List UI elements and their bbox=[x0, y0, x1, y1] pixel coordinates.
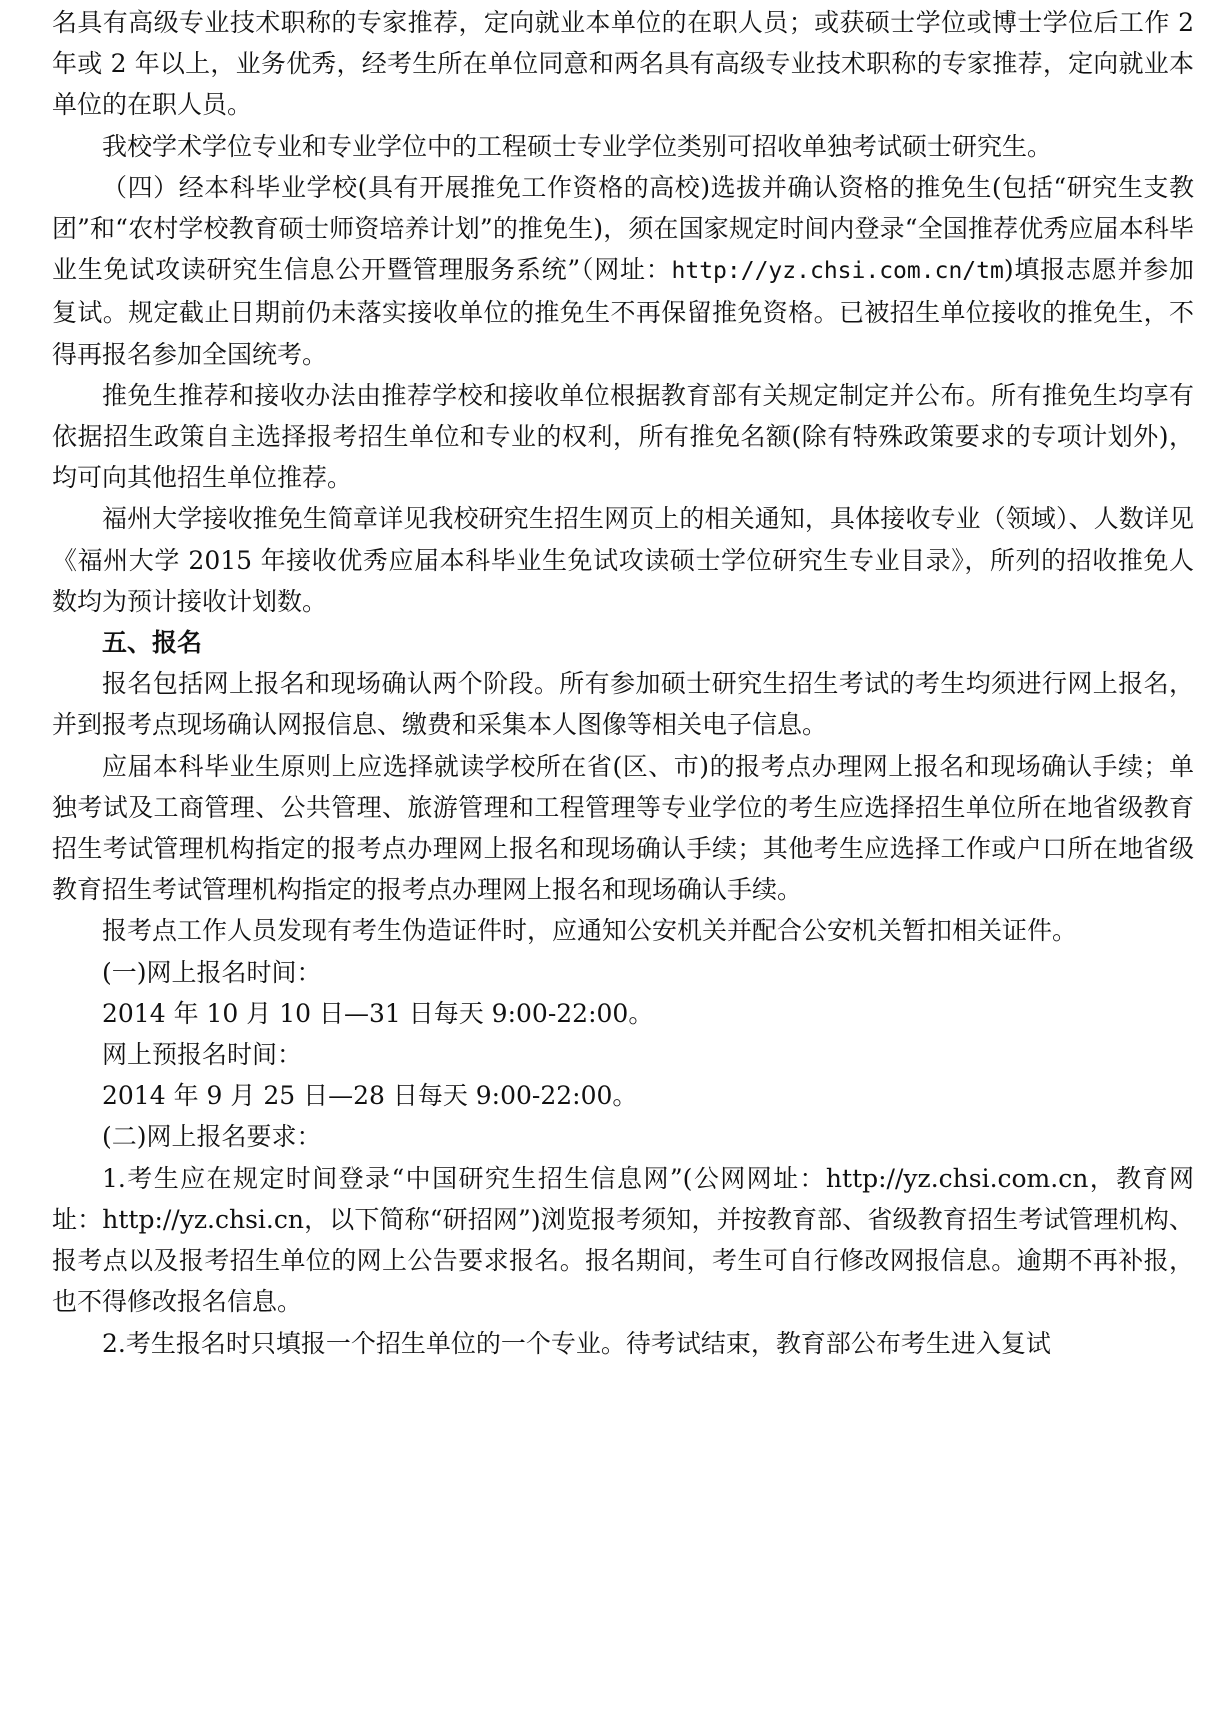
paragraph-fuzhou-university: 福州大学接收推免生简章详见我校研究生招生网页上的相关通知，具体接收专业（领域）、人数详见《福州大学 2015 年接收优秀应届本科毕业生免试攻读硕士学位研究生专业目录》，所列的招收推免人数均为预计接收计划数。 bbox=[52, 504, 1194, 616]
paragraph-continuation: 名具有高级专业技术职称的专家推荐，定向就业本单位的在职人员；或获硕士学位或博士学位后工作 2 年或 2 年以上，业务优秀，经考生所在单位同意和两名具有高级专业技术职称的专家推荐，定向就业本单位的在职人员。 bbox=[52, 8, 1194, 120]
section-heading-registration: 五、报名 bbox=[102, 628, 203, 658]
pre-registration-time-value: 2014 年 9 月 25 日—28 日每天 9:00-22:00。 bbox=[102, 1081, 638, 1111]
subheading-pre-registration: 网上预报名时间： bbox=[102, 1040, 303, 1070]
paragraph-recommended-students-tail: )填报志愿并参加复试。规定截止日期前仍未落实接收单位的推免生不再保留推免资格。已被招生单位接收的推免生，不得再报名参加全国统考。 bbox=[52, 255, 1194, 369]
online-time-value: 2014 年 10 月 10 日—31 日每天 9:00-22:00。 bbox=[102, 998, 654, 1028]
subheading-online-time: (一)网上报名时间： bbox=[102, 957, 322, 987]
paragraph-recommendation-rules: 推免生推荐和接收办法由推荐学校和接收单位根据教育部有关规定制定并公布。所有推免生均享有依据招生政策自主选择报考招生单位和专业的权利，所有推免名额(除有特殊政策要求的专项计划外)，均可向其他招生单位推荐。 bbox=[52, 380, 1194, 493]
paragraph-forged-documents: 报考点工作人员发现有考生伪造证件时，应通知公安机关并配合公安机关暂扣相关证件。 bbox=[102, 916, 1078, 946]
paragraph-single-exam: 我校学术学位专业和专业学位中的工程硕士专业学位类别可招收单独考试硕士研究生。 bbox=[102, 131, 1053, 161]
paragraph-recommended-students-text: （四）经本科毕业学校(具有开展推免工作资格的高校)选拔并确认资格的推免生(包括“研究生支教团”和“农村学校教育硕士师资培养计划”的推免生)，须在国家规定时间内登录“全国推荐优秀应届本科毕业生免试攻读研究生信息公开暨管理服务系统”（网址： bbox=[52, 172, 1194, 285]
requirement-item-1: 1.考生应在规定时间登录“中国研究生招生信息网”(公网网址：http://yz.chsi.com.cn，教育网址：http://yz.chsi.cn，以下简称“研招网”)浏览报考须知，并按教育部、省级教育招生考试管理机构、报考点以及报考招生单位的网上公告要求报名。报名期间，考生可自行修改网报信息。逾期不再补报，也不得修改报名信息。 bbox=[52, 1163, 1194, 1317]
subheading-online-requirements: (二)网上报名要求： bbox=[102, 1122, 322, 1152]
requirement-item-2: 2.考生报名时只填报一个招生单位的一个专业。待考试结束，教育部公布考生进入复试 bbox=[102, 1328, 1051, 1358]
paragraph-registration-stages: 报名包括网上报名和现场确认两个阶段。所有参加硕士研究生招生考试的考生均须进行网上报名，并到报考点现场确认网报信息、缴费和采集本人图像等相关电子信息。 bbox=[52, 669, 1194, 740]
paragraph-registration-location: 应届本科毕业生原则上应选择就读学校所在省(区、市)的报考点办理网上报名和现场确认手续；单独考试及工商管理、公共管理、旅游管理和工程管理等专业学位的考生应选择招生单位所在地省级教育招生考试管理机构指定的报考点办理网上报名和现场确认手续；其他考生应选择工作或户口所在地省级教育招生考试管理机构指定的报考点办理网上报名和现场确认手续。 bbox=[52, 751, 1194, 905]
paragraph-recommended-students bbox=[52, 167, 1194, 375]
recommendation-system-url: http://yz.chsi.com.cn/tm bbox=[671, 258, 1004, 285]
